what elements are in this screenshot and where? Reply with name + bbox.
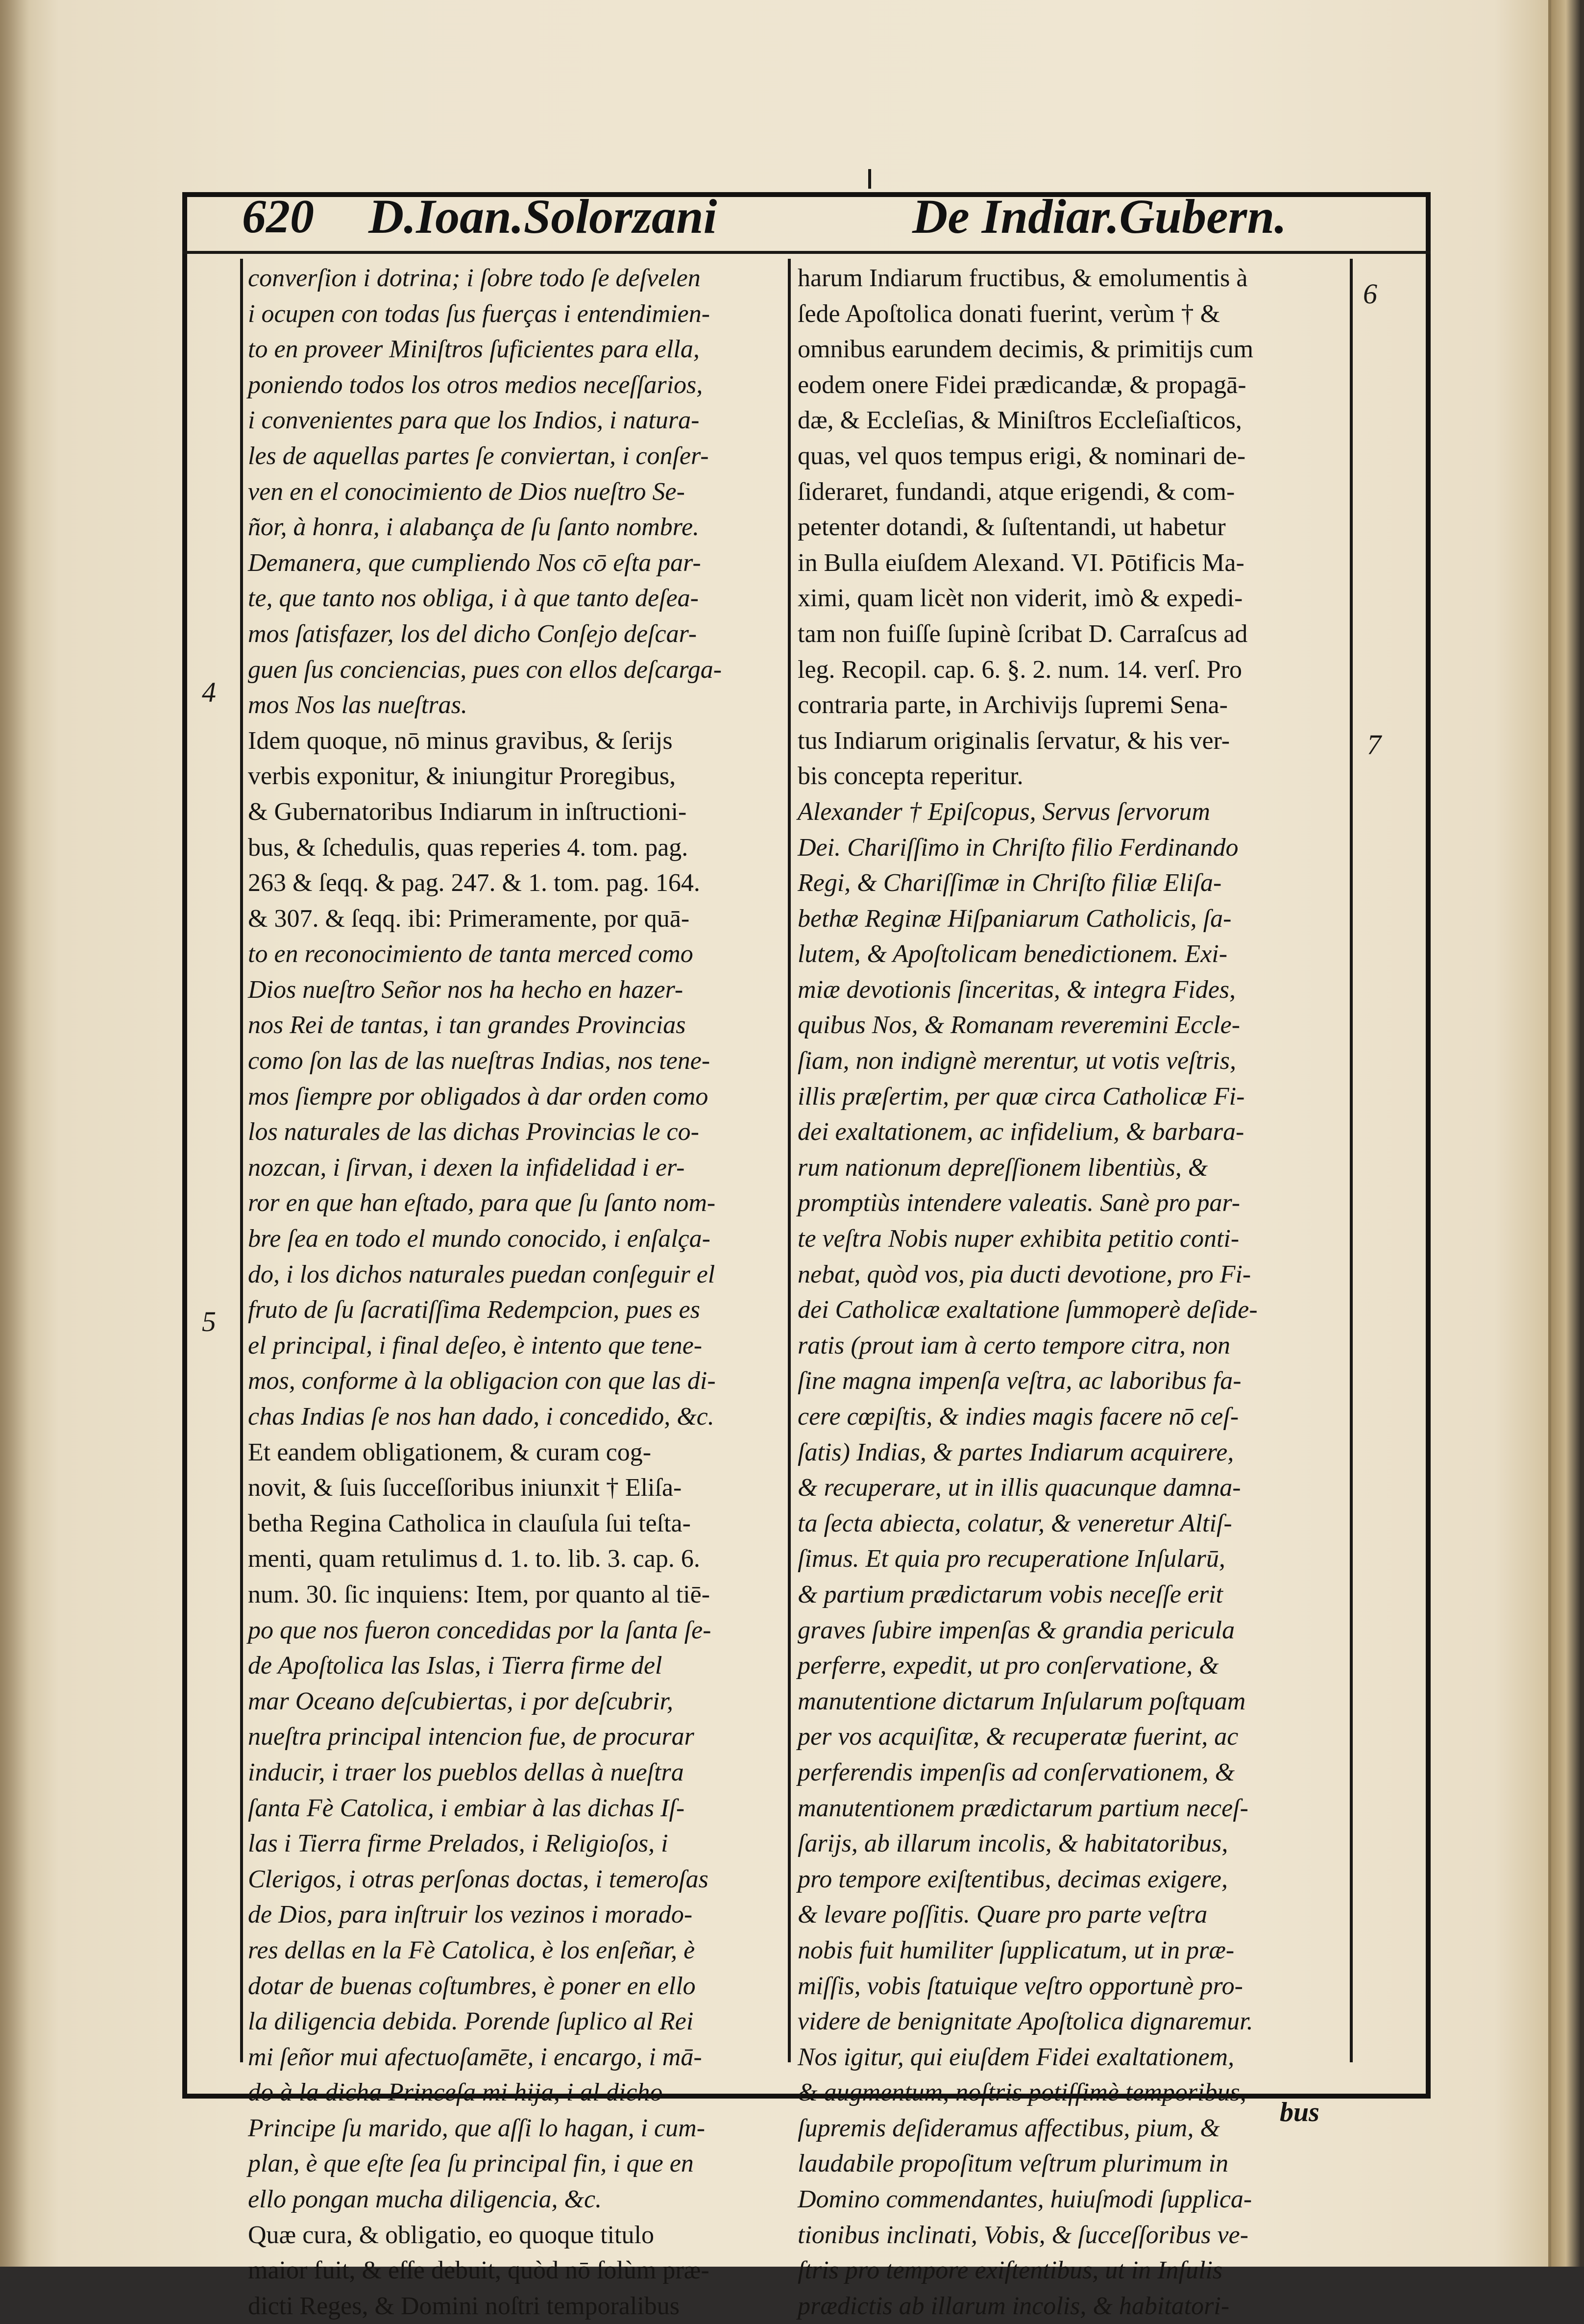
text-line: ſupremis deſideramus affectibus, pium, & <box>798 2114 1220 2142</box>
text-line: num. 30. ſic inquiens: Item, por quanto al tiē- <box>248 1580 710 1608</box>
text-line: Domino commendantes, huiuſmodi ſupplica- <box>798 2185 1252 2214</box>
text-line: nobis fuit humiliter ſupplicatum, ut in præ- <box>798 1936 1235 1964</box>
text-line: contraria parte, in Archivijs ſupremi Sena- <box>798 691 1228 719</box>
right-text-column <box>798 261 1345 2324</box>
left-text-column <box>248 261 784 2324</box>
text-line: la diligencia debida. Porende ſuplico al Rei <box>248 2007 694 2036</box>
text-line: maior fuit, & eſſe debuit, quòd nō ſolùm præ- <box>248 2256 709 2285</box>
text-line: poniendo todos los otros medios neceſſarios, <box>248 371 703 399</box>
text-line: Quæ cura, & obligatio, eo quoque titulo <box>248 2221 654 2249</box>
text-line: ñor, à honra, i alabança de ſu ſanto nombre. <box>248 513 700 542</box>
binding-shadow <box>0 0 29 2267</box>
page-number: 620 <box>242 190 314 243</box>
text-line: & Gubernatoribus Indiarum in inſtructioni- <box>248 797 687 826</box>
left-margin-rule <box>240 259 243 2062</box>
text-line: ſiam, non indignè merentur, ut votis veſtris, <box>798 1047 1236 1075</box>
text-line: bus, & ſchedulis, quas reperies 4. tom. pag. <box>248 833 688 862</box>
text-line: mi ſeñor mui afectuoſamēte, i encargo, i mā- <box>248 2043 702 2071</box>
text-line: mos Nos las nueſtras. <box>248 691 467 719</box>
running-head-author: D.Ioan.Solorzani <box>368 189 717 244</box>
text-line: Regi, & Chariſſimæ in Chriſto filiæ Eliſa- <box>798 869 1222 897</box>
text-line: como ſon las de las nueſtras Indias, nos tene- <box>248 1047 710 1075</box>
running-head-title: De Indiar.Gubern. <box>912 189 1287 244</box>
text-line: mos ſatisfazer, los del dicho Conſejo deſcar- <box>248 619 697 648</box>
text-line: ello pongan mucha diligencia, &c. <box>248 2185 602 2214</box>
text-line: dei exaltationem, ac infidelium, & barbara- <box>798 1118 1244 1146</box>
text-line: las i Tierra firme Prelados, i Religioſos, i <box>248 1830 668 1858</box>
text-line: inducir, i traer los pueblos dellas à nueſtra <box>248 1758 684 1786</box>
text-line: eodem onere Fidei prædicandæ, & propagā- <box>798 371 1246 399</box>
text-line: omnibus earundem decimis, & primitijs cum <box>798 335 1254 364</box>
text-line: bre ſea en todo el mundo conocido, i enſalça- <box>248 1225 710 1253</box>
text-line: dæ, & Eccleſias, & Miniſtros Eccleſiaſticos, <box>798 406 1242 435</box>
text-line: i ocupen con todas ſus fuerças i entendimien- <box>248 299 710 328</box>
text-line: dicti Reges, & Domini noſtri temporalibus <box>248 2292 680 2320</box>
text-line: chas Indias ſe nos han dado, i concedido, &c. <box>248 1403 714 1431</box>
text-line: Et eandem obligationem, & curam cog- <box>248 1438 652 1466</box>
text-line: cere cœpiſtis, & indies magis facere nō ceſ- <box>798 1403 1239 1431</box>
text-line: novit, & ſuis ſucceſſoribus iniunxit † Eliſa- <box>248 1474 682 1502</box>
text-line: i convenientes para que los Indios, i natura- <box>248 406 700 435</box>
text-line: ſatis) Indias, & partes Indiarum acquirere, <box>798 1438 1234 1466</box>
text-line: Dei. Chariſſimo in Chriſto filio Ferdinando <box>798 833 1239 862</box>
text-line: mos ſiempre por obligados à dar orden como <box>248 1082 708 1111</box>
margin-number-4: 4 <box>202 676 216 708</box>
text-line: nebat, quòd vos, pia ducti devotione, pro Fi- <box>798 1260 1251 1288</box>
text-line: quibus Nos, & Romanam reveremini Eccle- <box>798 1011 1241 1039</box>
text-line: perferre, expedit, ut pro conſervatione, & <box>798 1652 1219 1680</box>
text-line: ſede Apoſtolica donati fuerint, verùm † & <box>798 299 1220 328</box>
text-line: miſſis, vobis ſtatuique veſtro opportunè pro- <box>798 1972 1243 2000</box>
header-rule <box>182 251 1431 254</box>
text-line: quas, vel quos tempus erigi, & nominari de- <box>798 442 1246 470</box>
text-line: manutentionem prædictarum partium neceſ- <box>798 1794 1248 1822</box>
text-line: converſion i dotrina; i ſobre todo ſe deſvelen <box>248 264 701 292</box>
text-line: to en proveer Miniſtros ſuficientes para ella, <box>248 335 700 364</box>
text-line: ſarijs, ab illarum incolis, & habitatoribus, <box>798 1830 1228 1858</box>
text-line: po que nos fueron concedidas por la ſanta ſe- <box>248 1616 711 1644</box>
text-line: Principe ſu marido, que aſſi lo hagan, i cum- <box>248 2114 706 2142</box>
text-line: nozcan, i ſirvan, i dexen la infidelidad i er- <box>248 1153 685 1182</box>
margin-number-7: 7 <box>1367 729 1381 761</box>
text-line: do, i los dichos naturales puedan conſeguir el <box>248 1260 715 1288</box>
text-line: prædictis ab illarum incolis, & habitatori- <box>798 2292 1230 2320</box>
text-line: ſanta Fè Catolica, i embiar à las dichas Iſ- <box>248 1794 685 1822</box>
text-line: betha Regina Catholica in clauſula ſui teſta- <box>248 1509 691 1537</box>
text-line: lutem, & Apoſtolicam benedictionem. Exi- <box>798 940 1228 968</box>
margin-number-6: 6 <box>1363 278 1377 310</box>
text-line: ſine magna impenſa veſtra, ac laboribus fa- <box>798 1367 1242 1395</box>
text-line: el principal, i final deſeo, è intento que tene- <box>248 1331 703 1360</box>
text-line: & partium prædictarum vobis neceſſe erit <box>798 1580 1223 1608</box>
text-line: manutentione dictarum Inſularum poſtquam <box>798 1687 1246 1715</box>
text-line: bethæ Reginæ Hiſpaniarum Catholicis, ſa- <box>798 904 1232 933</box>
text-line: Idem quoque, nō minus gravibus, & ſerijs <box>248 726 673 755</box>
facing-page-edge <box>1551 0 1584 2267</box>
text-line: harum Indiarum fructibus, & emolumentis à <box>798 264 1248 292</box>
text-line: promptiùs intendere valeatis. Sanè pro par- <box>798 1189 1241 1217</box>
text-line: miæ devotionis ſinceritas, & integra Fides, <box>798 975 1236 1004</box>
text-line: & recuperare, ut in illis quacunque damna- <box>798 1474 1241 1502</box>
header-tick-mark <box>868 169 871 189</box>
text-line: graves ſubire impenſas & grandia pericula <box>798 1616 1235 1644</box>
text-line: les de aquellas partes ſe conviertan, i conſer- <box>248 442 709 470</box>
text-line: verbis exponitur, & iniungitur Proregibus, <box>248 762 676 791</box>
text-line: leg. Recopil. cap. 6. §. 2. num. 14. verſ. Pro <box>798 655 1242 684</box>
text-line: & augmentum, noſtris potiſſimè temporibus, <box>798 2078 1246 2107</box>
text-line: Alexander † Epiſcopus, Servus ſervorum <box>798 797 1210 826</box>
margin-number-5: 5 <box>202 1306 216 1337</box>
column-divider-rule <box>788 259 791 2062</box>
text-line: ta ſecta abiecta, colatur, & veneretur Altiſ- <box>798 1509 1232 1537</box>
text-line: do à la dicha Princeſa mi hija, i al dicho <box>248 2078 663 2107</box>
text-line: perferendis impenſis ad conſervationem, & <box>798 1758 1235 1786</box>
text-line: res dellas en la Fè Catolica, è los enſeñar, è <box>248 1936 695 1964</box>
text-line: petenter dotandi, & ſuſtentandi, ut habetur <box>798 513 1226 542</box>
text-line: & 307. & ſeqq. ibi: Primeramente, por quā- <box>248 904 690 933</box>
text-line: ſtris pro tempore exiſtentibus, ut in Inſulis <box>798 2256 1223 2285</box>
text-line: to en reconocimiento de tanta merced como <box>248 940 693 968</box>
text-line: illis præſertim, per quæ circa Catholicæ Fi- <box>798 1082 1245 1111</box>
text-line: tus Indiarum originalis ſervatur, & his ver- <box>798 726 1230 755</box>
text-line: laudabile propoſitum veſtrum plurimum in <box>798 2150 1229 2178</box>
text-line: in Bulla eiuſdem Alexand. VI. Pōtificis Ma- <box>798 548 1244 577</box>
text-line: bis concepta reperitur. <box>798 762 1024 791</box>
text-line: Clerigos, i otras perſonas doctas, i temeroſas <box>248 1865 708 1893</box>
text-line: per vos acquiſitæ, & recuperatæ fuerint, ac <box>798 1723 1239 1751</box>
text-line: ror en que han eſtado, para que ſu ſanto nom- <box>248 1189 716 1217</box>
text-line: ximi, quam licèt non viderit, imò & expedi- <box>798 584 1243 613</box>
right-margin-rule <box>1350 259 1353 2062</box>
text-line: 263 & ſeqq. & pag. 247. & 1. tom. pag. 164. <box>248 869 700 897</box>
text-line: rum nationum depreſſionem libentiùs, & <box>798 1153 1208 1182</box>
text-line: mos, conforme à la obligacion con que las di- <box>248 1367 716 1395</box>
text-line: nos Rei de tantas, i tan grandes Provincias <box>248 1011 686 1039</box>
text-line: tam non fuiſſe ſupinè ſcribat D. Carraſcus ad <box>798 619 1248 648</box>
text-line: ven en el conocimiento de Dios nueſtro Se- <box>248 477 685 506</box>
text-line: los naturales de las dichas Provincias le co- <box>248 1118 699 1146</box>
text-line: Demanera, que cumpliendo Nos cō eſta par- <box>248 548 701 577</box>
text-line: te veſtra Nobis nuper exhibita petitio conti- <box>798 1225 1240 1253</box>
text-line: dei Catholicæ exaltatione ſummoperè deſide- <box>798 1296 1258 1324</box>
catchword: bus <box>1280 2097 1319 2127</box>
text-line: fruto de ſu ſacratiſſima Redempcion, pues es <box>248 1296 700 1324</box>
text-line: ratis (prout iam à certo tempore citra, non <box>798 1331 1230 1360</box>
text-line: mar Oceano deſcubiertas, i por deſcubrir, <box>248 1687 674 1715</box>
text-line: & levare poſſitis. Quare pro parte veſtra <box>798 1901 1208 1929</box>
text-line: nueſtra principal intencion fue, de procurar <box>248 1723 694 1751</box>
text-line: Dios nueſtro Señor nos ha hecho en hazer- <box>248 975 683 1004</box>
text-line: ſimus. Et quia pro recuperatione Inſularū, <box>798 1545 1225 1573</box>
text-line: plan, è que eſte ſea ſu principal fin, i que en <box>248 2150 694 2178</box>
text-line: de Dios, para inſtruir los vezinos i morado- <box>248 1901 693 1929</box>
text-line: tionibus inclinati, Vobis, & ſucceſſoribus ve- <box>798 2221 1249 2249</box>
text-line: guen ſus conciencias, pues con ellos deſcarga- <box>248 655 722 684</box>
text-line: te, que tanto nos obliga, i à que tanto deſea- <box>248 584 699 613</box>
text-line: pro tempore exiſtentibus, decimas exigere, <box>798 1865 1228 1893</box>
text-line: Nos igitur, qui eiuſdem Fidei exaltationem, <box>798 2043 1235 2071</box>
text-line: de Apoſtolica las Islas, i Tierra firme del <box>248 1652 662 1680</box>
text-line: dotar de buenas coſtumbres, è poner en ello <box>248 1972 696 2000</box>
text-line: menti, quam retulimus d. 1. to. lib. 3. cap. 6. <box>248 1545 700 1573</box>
text-line: ſideraret, fundandi, atque erigendi, & com- <box>798 477 1235 506</box>
text-line: videre de benignitate Apoſtolica dignaremur. <box>798 2007 1253 2036</box>
